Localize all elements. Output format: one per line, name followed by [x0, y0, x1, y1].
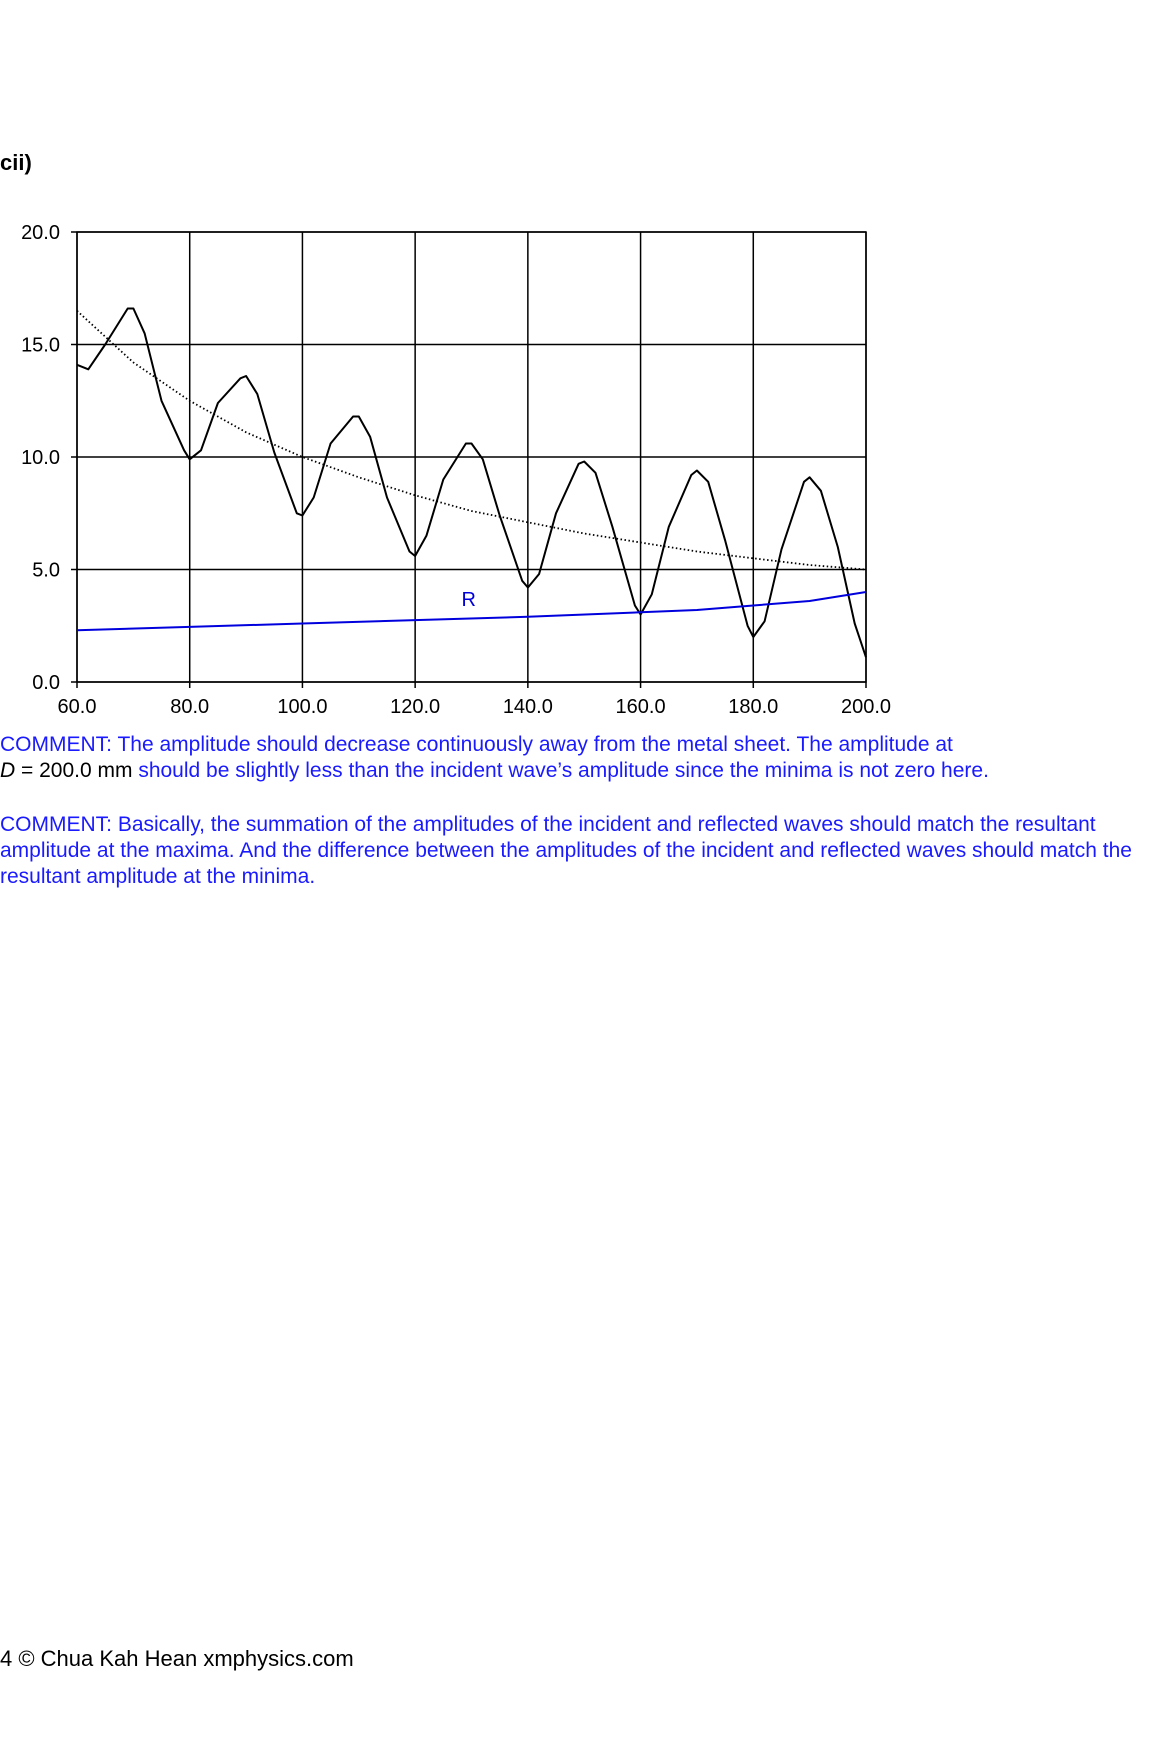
y-tick-label: 15.0: [21, 334, 60, 357]
x-tick-label: 160.0: [615, 696, 666, 718]
x-tick-label: 140.0: [502, 696, 553, 718]
x-tick-label: 100.0: [277, 696, 328, 718]
x-tick-label: 80.0: [170, 696, 210, 718]
x-tick-label: 180.0: [728, 696, 779, 718]
comment-1-value: = 200.0 mm: [15, 759, 133, 782]
comment-amplitude: [0, 732, 1160, 784]
x-tick-label: 200.0: [840, 696, 892, 718]
comment-summation: COMMENT: Basically, the summation of the amplitudes of the incident and reflected waves should match the resultant amplitude at the maxima. And the difference between the amplitudes of the incident and reflected waves should match the resultant amplitude at the minima.: [0, 813, 1132, 888]
x-tick-label: 120.0: [390, 696, 441, 718]
page-footer: 4 © Chua Kah Hean xmphysics.com: [0, 1646, 354, 1671]
y-tick-label: 10.0: [21, 447, 60, 469]
y-tick-label: 20.0: [21, 222, 60, 244]
series-line-2: [77, 311, 866, 570]
x-tick-label: 60.0: [57, 696, 97, 718]
y-tick-label: 5.0: [32, 559, 60, 582]
comment-1-variable: D: [0, 759, 16, 782]
section-label: cii): [0, 150, 32, 175]
comment-1-text: COMMENT: The amplitude should decrease continuously away from the metal sheet. The amplitude at: [0, 733, 953, 756]
comment-1-text-cont: should be slightly less than the incident wave’s amplitude since the minima is not zero here.: [138, 759, 989, 782]
amplitude-chart: [0, 210, 920, 730]
y-tick-label: 0.0: [32, 672, 60, 694]
comment-1-equation: [0, 759, 132, 782]
series-label-R: R: [461, 588, 476, 611]
